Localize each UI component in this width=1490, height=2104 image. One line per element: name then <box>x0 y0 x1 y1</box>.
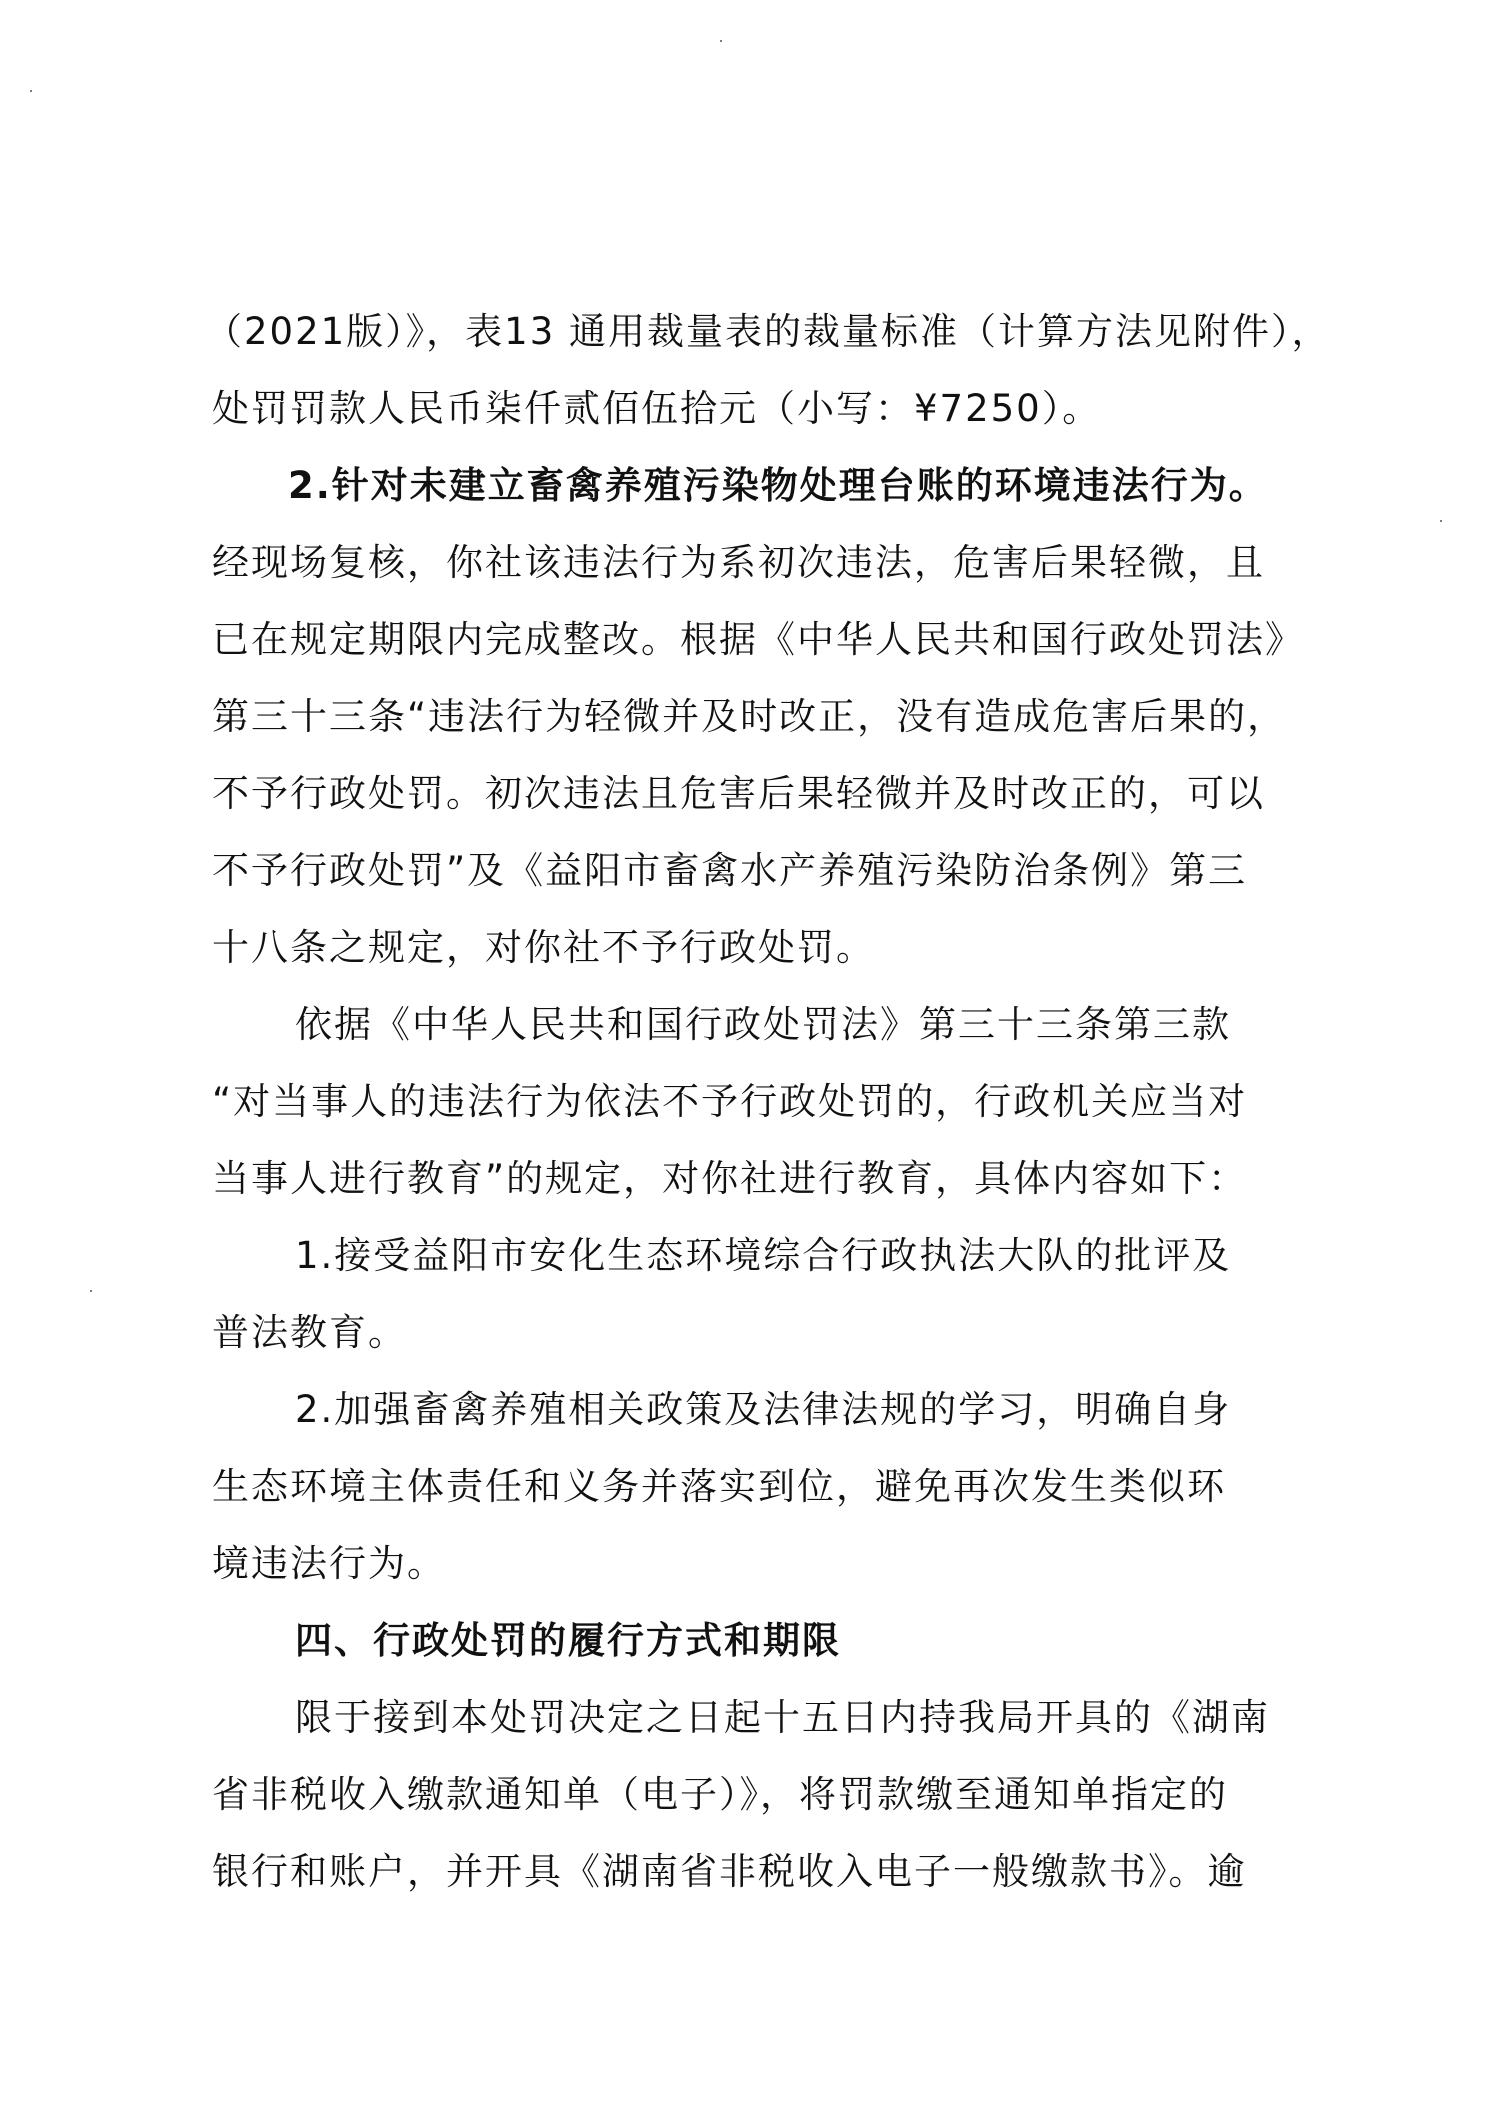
text-line-20: 省非税收入缴款通知单（电子）》，将罚款缴至通知单指定的 <box>212 1773 1228 1816</box>
text-line-21: 银行和账户，并开具《湖南省非税收入电子一般缴款书》。逾 <box>212 1850 1247 1893</box>
text-line-19: 限于接到本处罚决定之日起十五日内持我局开具的《湖南 <box>295 1696 1270 1739</box>
scan-speck <box>30 90 32 92</box>
text-line-3-heading: 2.针对未建立畜禽养殖污染物处理台账的环境违法行为。 <box>288 464 1268 507</box>
text-line-7: 不予行政处罚。初次违法且危害后果轻微并及时改正的，可以 <box>212 772 1265 815</box>
scan-speck <box>90 1290 92 1292</box>
scan-speck <box>1440 520 1442 522</box>
text-line-14: 普法教育。 <box>212 1311 407 1354</box>
text-line-8: 不予行政处罚”及《益阳市畜禽水产养殖污染防治条例》第三 <box>212 849 1248 892</box>
text-line-5: 已在规定期限内完成整改。根据《中华人民共和国行政处罚法》 <box>212 618 1304 661</box>
text-line-16: 生态环境主体责任和义务并落实到位，避免再次发生类似环 <box>212 1465 1226 1508</box>
text-line-2: 处罚罚款人民币柒仟贰佰伍拾元（小写：¥7250）。 <box>212 387 1102 430</box>
section-heading: 四、行政处罚的履行方式和期限 <box>295 1619 841 1662</box>
text-line-6: 第三十三条“违法行为轻微并及时改正，没有造成危害后果的， <box>212 695 1287 738</box>
text-line-15: 2.加强畜禽养殖相关政策及法律法规的学习，明确自身 <box>295 1388 1232 1431</box>
text-line-11: “对当事人的违法行为依法不予行政处罚的，行政机关应当对 <box>212 1080 1248 1123</box>
text-line-17: 境违法行为。 <box>212 1542 446 1585</box>
text-line-4: 经现场复核，你社该违法行为系初次违法，危害后果轻微，且 <box>212 541 1265 584</box>
text-line-13: 1.接受益阳市安化生态环境综合行政执法大队的批评及 <box>295 1234 1232 1277</box>
text-line-9: 十八条之规定，对你社不予行政处罚。 <box>212 926 875 969</box>
scan-speck <box>720 40 722 42</box>
text-line-10: 依据《中华人民共和国行政处罚法》第三十三条第三款 <box>295 1003 1231 1046</box>
text-line-12: 当事人进行教育”的规定，对你社进行教育，具体内容如下： <box>212 1157 1248 1200</box>
text-line-1: （2021版）》，表13 通用裁量表的裁量标准（计算方法见附件）， <box>205 310 1331 353</box>
